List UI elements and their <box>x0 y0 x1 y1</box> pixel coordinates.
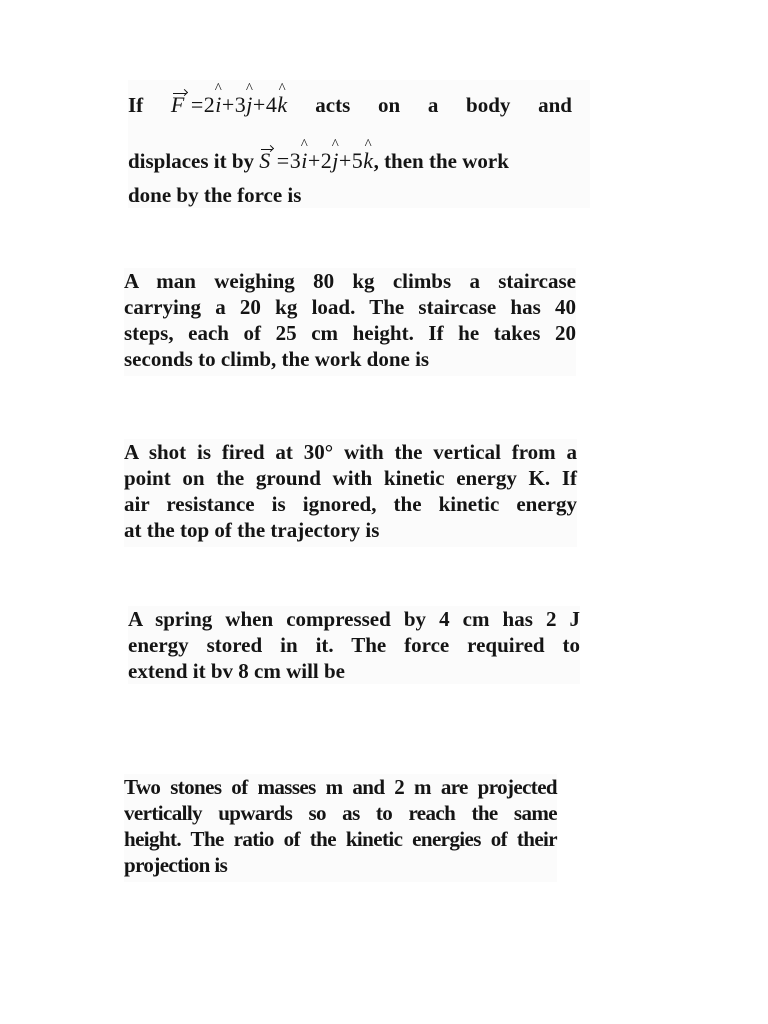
question-2-line: A man weighing 80 kg climbs a staircase <box>124 269 576 293</box>
question-3-line: point on the ground with kinetic energy K. If <box>124 466 577 490</box>
question-5-line: vertically upwards so as to reach the same <box>124 801 557 825</box>
unit-vector-k: ^ k <box>363 148 373 174</box>
question-2 <box>124 268 576 376</box>
word-a: a <box>427 93 439 117</box>
disp-coef-j: 2 <box>320 148 333 173</box>
question-5-line: Two stones of masses m and 2 m are projected <box>124 775 557 799</box>
question-4-line: energy stored in it. The force required to <box>128 633 580 657</box>
force-coef-k: 4 <box>265 92 278 117</box>
word-on: on <box>377 93 401 117</box>
force-coef-j: 3 <box>234 92 247 117</box>
unit-vector-i: ^ i <box>215 92 222 118</box>
unit-vector-k: ^ k <box>277 92 287 118</box>
question-1-line-1 <box>128 92 572 118</box>
unit-vector-i: ^ i <box>301 148 308 174</box>
question-2-line: carrying a 20 kg load. The staircase has 40 <box>124 295 576 319</box>
disp-coef-i: 3 <box>289 148 302 173</box>
force-coef-i: 2 <box>203 92 216 117</box>
question-3-line: A shot is fired at 30° with the vertical from a <box>124 440 577 464</box>
question-2-line: seconds to climb, the work done is <box>124 347 430 371</box>
question-4-line: A spring when compressed by 4 cm has 2 J <box>128 607 580 631</box>
unit-vector-j: ^ j <box>246 92 253 118</box>
q1-if-word: If <box>128 93 144 117</box>
question-3-line: at the top of the trajectory is <box>124 518 380 542</box>
question-1-line-2 <box>128 148 509 174</box>
displacement-equals: = <box>276 148 290 173</box>
disp-coef-k: 5 <box>351 148 364 173</box>
force-equals: = <box>190 92 204 117</box>
question-2-line: steps, each of 25 cm height. If he takes 20 <box>124 321 576 345</box>
displacement-vector-equation <box>259 148 373 174</box>
word-acts: acts <box>315 93 351 117</box>
question-3 <box>124 439 577 547</box>
question-1 <box>128 80 590 208</box>
question-1-line-3: done by the force is <box>128 183 302 207</box>
word-body: body <box>466 93 511 117</box>
displaces-text: displaces it by <box>128 149 255 173</box>
plus-sign: + <box>338 148 352 173</box>
displacement-symbol: S <box>259 148 271 173</box>
plus-sign: + <box>307 148 321 173</box>
question-5-line: height. The ratio of the kinetic energies of their <box>124 827 557 851</box>
unit-vector-j: ^ j <box>332 148 339 174</box>
force-symbol: F <box>170 92 185 117</box>
question-4-line: extend it bv 8 cm will be <box>128 659 345 683</box>
question-3-line: air resistance is ignored, the kinetic energy <box>124 492 577 516</box>
question-5 <box>124 774 557 882</box>
force-vector-equation <box>171 92 288 118</box>
plus-sign: + <box>221 92 235 117</box>
then-the-work-text: , then the work <box>373 149 509 173</box>
question-4 <box>128 606 580 684</box>
question-5-line: projection is <box>124 853 228 877</box>
plus-sign: + <box>252 92 266 117</box>
word-and: and <box>538 93 572 117</box>
